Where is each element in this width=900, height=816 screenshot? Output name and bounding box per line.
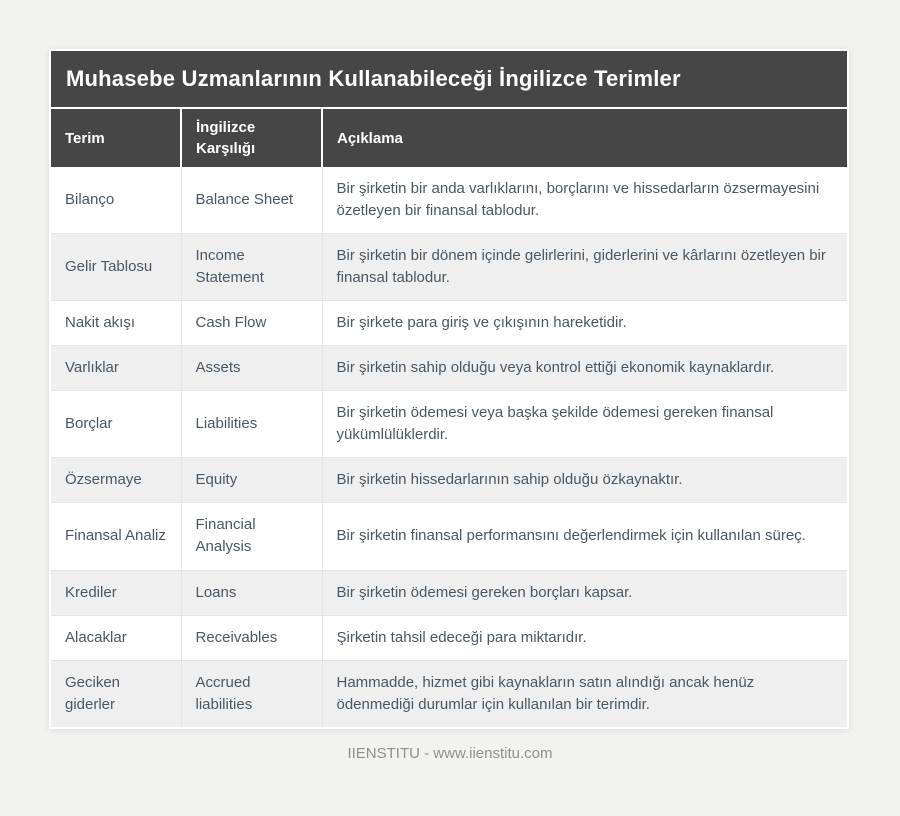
- english-cell: Loans: [181, 570, 322, 615]
- page-title: Muhasebe Uzmanlarının Kullanabileceği İngilizce Terimler: [51, 51, 847, 109]
- description-cell: Bir şirketin hissedarlarının sahip olduğu özkaynaktır.: [322, 458, 847, 503]
- description-cell: Bir şirketin ödemesi gereken borçları kapsar.: [322, 570, 847, 615]
- table-row: [51, 391, 847, 458]
- term-cell: Gelir Tablosu: [51, 234, 181, 301]
- english-cell: Cash Flow: [181, 301, 322, 346]
- table-row: [51, 301, 847, 346]
- terms-table-body: [51, 167, 847, 727]
- table-row: [51, 458, 847, 503]
- term-cell: Geciken giderler: [51, 660, 181, 727]
- description-cell: Bir şirketin sahip olduğu veya kontrol ettiği ekonomik kaynaklardır.: [322, 346, 847, 391]
- description-cell: Bir şirketin finansal performansını değerlendirmek için kullanılan süreç.: [322, 503, 847, 570]
- description-cell: Bir şirketin bir dönem içinde gelirlerini, giderlerini ve kârlarını özetleyen bir finansal tablodur.: [322, 234, 847, 301]
- term-cell: Nakit akışı: [51, 301, 181, 346]
- description-cell: Bir şirketin bir anda varlıklarını, borçlarını ve hissedarların özsermayesini özetleyen bir finansal tablodur.: [322, 167, 847, 234]
- english-cell: Equity: [181, 458, 322, 503]
- table-row: [51, 503, 847, 570]
- term-cell: Bilanço: [51, 167, 181, 234]
- table-row: [51, 167, 847, 234]
- table-row: [51, 660, 847, 727]
- terms-table: [51, 109, 847, 727]
- term-cell: Özsermaye: [51, 458, 181, 503]
- description-cell: Bir şirketin ödemesi veya başka şekilde ödemesi gereken finansal yükümlülüklerdir.: [322, 391, 847, 458]
- term-cell: Alacaklar: [51, 615, 181, 660]
- column-header-aciklama: Açıklama: [322, 109, 847, 167]
- column-header-terim: Terim: [51, 109, 181, 167]
- english-cell: Balance Sheet: [181, 167, 322, 234]
- description-cell: Bir şirkete para giriş ve çıkışının hareketidir.: [322, 301, 847, 346]
- english-cell: Receivables: [181, 615, 322, 660]
- term-cell: Finansal Analiz: [51, 503, 181, 570]
- english-cell: Financial Analysis: [181, 503, 322, 570]
- term-cell: Krediler: [51, 570, 181, 615]
- table-row: [51, 615, 847, 660]
- english-cell: Liabilities: [181, 391, 322, 458]
- description-cell: Hammadde, hizmet gibi kaynakların satın alındığı ancak henüz ödenmediği durumlar için kullanılan bir terimdir.: [322, 660, 847, 727]
- english-cell: Income Statement: [181, 234, 322, 301]
- description-cell: Şirketin tahsil edeceği para miktarıdır.: [322, 615, 847, 660]
- term-cell: Borçlar: [51, 391, 181, 458]
- table-row: [51, 570, 847, 615]
- table-header-row: [51, 109, 847, 167]
- term-cell: Varlıklar: [51, 346, 181, 391]
- english-cell: Accrued liabilities: [181, 660, 322, 727]
- footer-credit: IIENSTITU - www.iienstitu.com: [347, 745, 553, 762]
- table-row: [51, 234, 847, 301]
- english-cell: Assets: [181, 346, 322, 391]
- column-header-ingilizce-karsiligi: İngilizce Karşılığı: [181, 109, 322, 167]
- terms-table-card: [49, 49, 849, 729]
- table-row: [51, 346, 847, 391]
